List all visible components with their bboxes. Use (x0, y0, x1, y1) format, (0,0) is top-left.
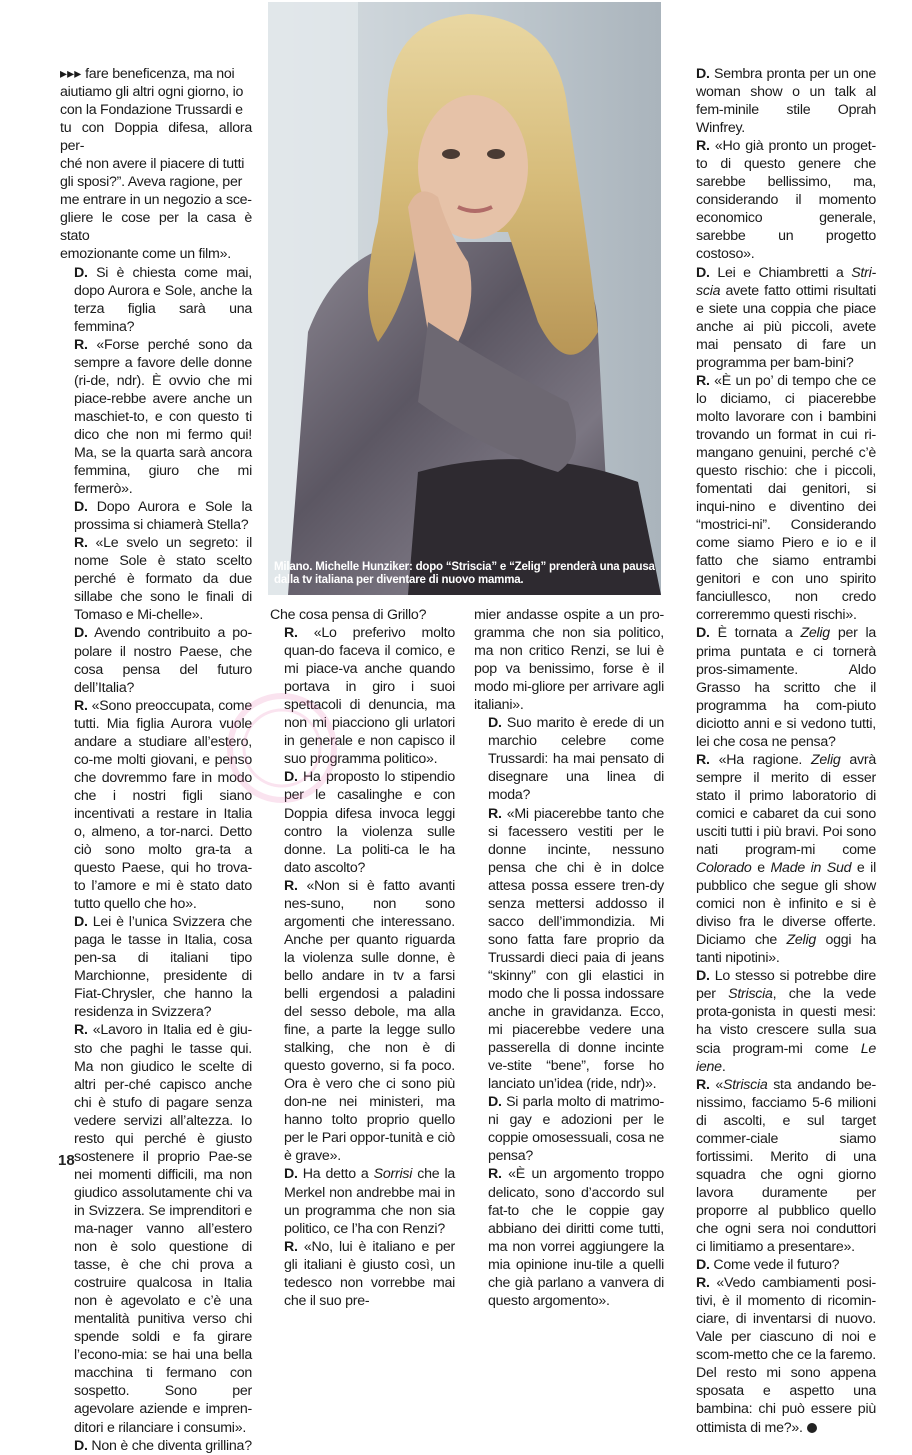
text-line: Che cosa pensa di Grillo? (270, 607, 427, 623)
answer: R. «Mi piacerebbe tanto che si facessero vestiti per le donne incinte, nessuno pensa che chi è in dolce attesa possa essere tren-dy senza mettersi addosso il sacco dell’immondizia. Mi sono fatta fare proprio da Trussardi dieci paia di jeans “skinny” con gli elastici in modo che li possa indossare anche in gravidanza. Ecco, mi piacerebbe vedere una passerella di donne incinte ve-stite “bene”, forse ho lanciato un’idea (ride, ndr)». (488, 805, 664, 1093)
answer: R. «Le svelo un segreto: il nome Sole è stato scelto perché è formato da due sillabe che sono le finali di Tomaso e Mi-chelle». (74, 535, 252, 624)
text-line: con la Fondazione Trussardi e (60, 102, 243, 119)
text-line: gli sposi?”. Aveva ragione, per (60, 174, 243, 191)
question: D. Ha detto a Sorrisi che la Merkel non andrebbe mai in un programma che non sia politico, ce l’ha con Renzi? (284, 1166, 455, 1237)
question: D. Si è chiesta come mai, dopo Aurora e Sole, anche la terza figlia sarà una femmina? (74, 264, 252, 335)
cover-photo (268, 2, 661, 595)
column-3 (474, 606, 664, 1310)
continuation-arrows: ▸▸▸ (60, 66, 82, 82)
text-line: tu con Doppia difesa, allora per- (60, 120, 252, 155)
question: D. Lei è l’unica Svizzera che paga le tasse in Italia, cosa pen-sa di italiani tipo Marchionne, presidente di Fiat-Chrysler, che hanno la residenza in Svizzera? (74, 914, 252, 1021)
answer: R. «Vedo cambiamenti posi-tivi, è il momento di ricomin-ciare, di inventarsi di nuovo. Vale per ciascuno di noi e scom-metto che ce la faremo. Del resto mi sono appena sposata e aspetto una bambina: chi può essere più ottimista di me?». (696, 1275, 876, 1436)
answer: R. «Lo preferivo molto quan-do faceva il comico, e mi piace-va anche quando portava in giro i suoi spettacoli di denuncia, ma non mi piacciono gli urlatori in generale e non capisco il suo programma politico». (284, 625, 455, 768)
text-line: emozionante come un film». (60, 246, 231, 263)
question: D. È tornata a Zelig per la prima puntata e ci tornerà pros-simamente. Aldo Grasso ha scritto che il programma ha com-piuto diciotto anni e si vedono tutti, lei che cosa ne pensa? (696, 625, 876, 750)
answer: R. «Ha ragione. Zelig avrà sempre il merito di esser stato il primo laboratorio di comici e cabaret da cui sono usciti tutti i più bravi. Poi sono nati program-mi come Colorado e Made in Sud e il pubblico che segue gli show comici non è infinito e si è diviso fra le diverse offerte. Diciamo che Zelig oggi ha tanti nipotini». (696, 751, 877, 967)
question: D. Lei e Chiambretti a Stri-scia avete fatto ottimi risultati e siete una coppia che piace anche ai più piccoli, avete mai pensato di fare un programma per bam-bini? (696, 264, 876, 371)
answer: R. «È un po’ di tempo che ce lo diciamo, ci piacerebbe molto lavorare con i bambini trovando un format in cui ri-mangano genuini, perché c’è questo rischio: che i piccoli, fomentati dai genitori, si inqui-nino e diventino dei “mostrici-ni”. Considerando come siamo Piero e io e il fatto che siamo entrambi genitori e con uno spirito fanciullesco, non credo correremmo questi rischi». (696, 372, 876, 624)
text-line: gliere le cose per la casa è stato (60, 210, 252, 245)
answer: R. «Sono preoccupata, come tutti. Mia figlia Aurora vuole andare a studiare all’estero, co-me molti giovani, e penso che dovremmo fare in modo che i nostri figli siano incentivati a restare in Italia o, almeno, a tor-narci. Detto ciò sono molto gra-ta a questo Paese, qui ho trova-to l’amore e mi è stato dato tutto quello che ho». (74, 697, 252, 913)
photo-caption: Milano. Michelle Hunziker: dopo “Striscia” e “Zelig” prenderà una pausa dalla tv italiana per diventare di nuovo mamma. (274, 561, 655, 586)
question: D. Ha proposto lo stipendio per le casalinghe e con Doppia difesa invoca leggi contro la violenza sulle donne. La politi-ca le ha dato ascolto? (284, 769, 455, 876)
text-line: fare beneficenza, ma noi (85, 66, 235, 82)
question: D. Sembra pronta per un one woman show o un talk al fem-minile stile Oprah Winfrey. (696, 66, 876, 137)
question: D. Avendo contribuito a po-polare il nostro Paese, che cosa pensa del futuro dell’Italia? (74, 625, 252, 696)
column-4 (682, 65, 876, 1437)
question: D. Dopo Aurora e Sole la prossima si chiamerà Stella? (74, 499, 252, 534)
answer: R. «Lavoro in Italia ed è giu-sto che paghi le tasse qui. Ma non giudico le scelte di altri per-ché capisco anche chi è stufo di pagare senza vedere servizi all’altezza. Io resto qui perché è giusto sostenere il proprio Pae-se nei momenti difficili, ma non giudico assolutamente chi va in Svizzera. Se imprenditori e ma-nager vanno all’estero non è solo questione di tasse, è che chi prova a costruire qualcosa in Italia non è agevolato e c’è una mentalità punitiva verso chi spende soldi e fa girare l’econo-mia: se hai una bella macchina ti fermano con sospetto. Sono per agevolare aziende e impren-ditori e rilanciare i consumi». (74, 1022, 252, 1436)
question: D. Si parla molto di matrimo-ni gay e adozioni per le coppie omosessuali, cosa ne pensa? (488, 1094, 664, 1165)
end-of-article-bullet-icon (807, 1423, 817, 1433)
answer: R. «Forse perché sono da sempre a favore delle donne (ri-de, ndr). È ovvio che mi piace-rebbe avere anche un maschiet-to, e con questo ti dico che non mi fermo qui! Ma, se la quarta sarà ancora femmina, giuro che mi fermerò». (74, 336, 252, 498)
text-line: ché non avere il piacere di tutti (60, 156, 245, 173)
watermark-logo-icon (222, 688, 342, 808)
question: D. Non è che diventa grillina? (74, 1437, 252, 1454)
answer: R. «Striscia sta andando be-nissimo, facciamo 5-6 milioni di ascolti, e sul target commer-ciale siamo fortissimi. Merito di una squadra che ogni giorno lavora duramente per proporre al pubblico quello che ogni sera noi conduttori ci limitiamo a presentare». (696, 1076, 876, 1256)
question: D. Come vede il futuro? (696, 1257, 840, 1274)
answer: R. «No, lui è italiano e per gli italiani è giusto così, un tedesco non vorrebbe mai che il suo pre- (284, 1238, 455, 1309)
text-line: mier andasse ospite a un pro-gramma che non sia politico, ma non critico Renzi, se lui è pop va benissimo, forse è il modo mi-gliore per arrivare agli italiani». (474, 607, 664, 714)
portrait-illustration (268, 2, 661, 595)
answer: R. «Ho già pronto un proget-to di questo genere che sarebbe bellissimo, ma, considerando il momento economico generale, sarebbe un progetto costoso». (696, 138, 876, 263)
question: D. Suo marito è erede di un marchio celebre come Trussardi: ha mai pensato di disegnare una linea di moda? (488, 715, 664, 804)
page-number: 18 (58, 1152, 75, 1169)
text-line: aiutiamo gli altri ogni giorno, io (60, 84, 244, 101)
answer: R. «È un argomento troppo delicato, sono d’accordo sul fat-to che le coppie gay abbiano dei diritti come tutti, ma non vorrei aggiungere la mia opinione inu-tile a quelli che già parlano a vanvera di questo argomento». (488, 1166, 664, 1309)
text-line: me entrare in un negozio a sce- (60, 192, 252, 209)
question: D. Lo stesso si potrebbe dire per Striscia, che la vede prota-gonista in questi mesi: ha visto crescere sulla sua scia program-mi come Le iene. (696, 968, 876, 1075)
answer: R. «Non si è fatto avanti nes-suno, non sono argomenti che interessano. Anche per quanto riguarda la violenza sulle donne, è bello andare in tv a farsi belli ergendosi a paladini del sesso debole, ma alla fine, a parte la legge sullo stalking, che non è di questo governo, si fa poco. Ora è vero che ci sono più don-ne nei ministeri, ma hanno tolto proprio quello per le Pari oppor-tunità e ciò è grave». (284, 877, 455, 1165)
